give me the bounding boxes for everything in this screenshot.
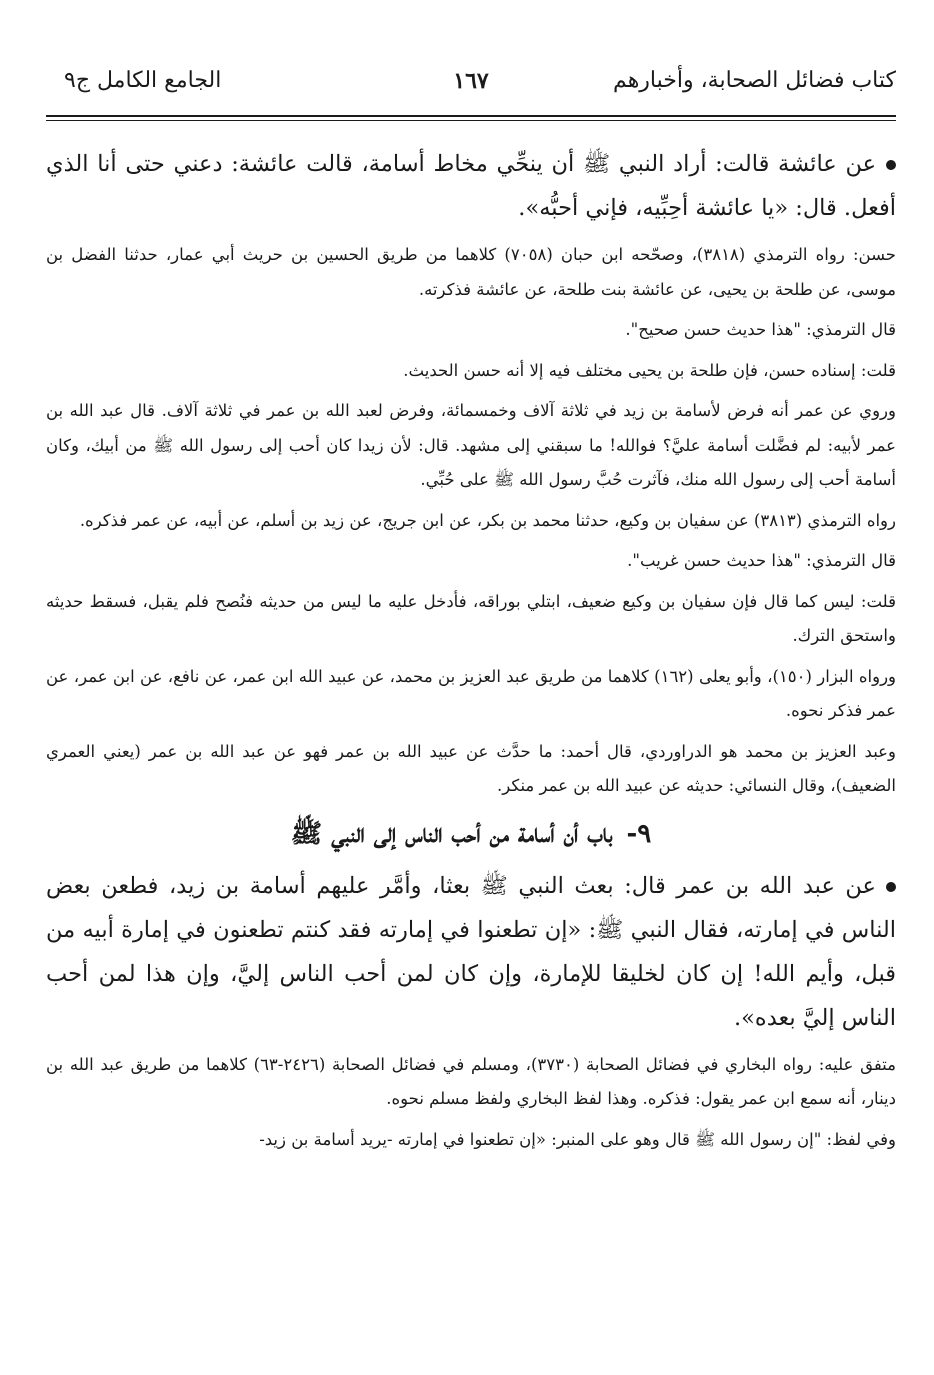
author-comment: قلت: إسناده حسن، فإن طلحة بن يحيى مختلف فيه إلا أنه حسن الحديث. bbox=[403, 360, 896, 380]
running-header bbox=[46, 68, 896, 108]
bullet-icon bbox=[886, 160, 896, 170]
chapter-number: ٩- bbox=[626, 818, 652, 849]
page-content bbox=[46, 142, 896, 1163]
tirmidhi-verdict: قال الترمذي: "هذا حديث حسن غريب". bbox=[627, 551, 896, 570]
variant-wording: وفي لفظ: "إن رسول الله ﷺ قال وهو على المنبر: «إن تطعنوا في إمارته -يريد أسامة بن زيد- bbox=[259, 1129, 896, 1149]
header-book-title: كتاب فضائل الصحابة، وأخبارهم bbox=[613, 68, 896, 93]
takhrij-paragraph: حسن: رواه الترمذي (٣٨١٨)، وصحّحه ابن حبان (٧٠٥٨) كلاهما من طريق الحسين بن حريث أبي عمار، حدثنا الفضل بن موسى، عن طلحة بن يحيى، عن عائشة بنت طلحة، عن عائشة فذكرته. bbox=[46, 245, 897, 299]
takhrij-paragraph: رواه الترمذي (٣٨١٣) عن سفيان بن وكيع، حدثنا محمد بن بكر، عن ابن جريج، عن زيد بن أسلم، عن أبيه، عن عمر فذكره. bbox=[79, 510, 896, 530]
takhrij-paragraph: متفق عليه: رواه البخاري في فضائل الصحابة (٣٧٣٠)، ومسلم في فضائل الصحابة (٢٤٢٦-٦٣) كلاهما من طريق عبد الله بن دينار، أنه سمع ابن عمر يقول: فذكره. وهذا لفظ البخاري ولفظ مسلم نحوه. bbox=[46, 1054, 897, 1108]
hadith-text bbox=[46, 142, 896, 230]
page-number: ١٦٧ bbox=[453, 68, 489, 94]
chapter-heading bbox=[46, 810, 896, 858]
hadith-body: عن عبد الله بن عمر قال: بعث النبي ﷺ بعثا، وأمَّر عليهم أسامة بن زيد، فطعن بعض الناس في إمارته، فقال النبي ﷺ: «إن تطعنوا في إمارته فقد كنتم تطعنون في إمارة أبيه من قبل، وأيم الله! إن كان لخليقا للإمارة، وإن كان لمن أحب الناس إليَّ، وإن هذا لمن أحب الناس إليَّ بعده». bbox=[46, 872, 896, 1031]
hadith-body: عن عائشة قالت: أراد النبي ﷺ أن ينحِّي مخاط أسامة، قالت عائشة: دعني حتى أنا الذي أفعل. قال: «يا عائشة أحِبِّيه، فإني أحبُّه». bbox=[46, 151, 896, 221]
chapter-title: باب أن أسامة من أحب الناس إلى النبي ﷺ bbox=[290, 818, 613, 849]
author-comment: قلت: ليس كما قال فإن سفيان بن وكيع ضعيف، ابتلي بوراقه، فأدخل عليه ما ليس من حديثه فنُصح فلم يقبل، فسقط حديثه واستحق الترك. bbox=[46, 591, 896, 645]
bullet-icon bbox=[886, 882, 896, 892]
header-volume: الجامع الكامل ج٩ bbox=[64, 68, 222, 93]
takhrij-paragraph: ورواه البزار (١٥٠)، وأبو يعلى (١٦٢) كلاهما من طريق عبد العزيز بن محمد، عن عبيد الله ابن عمر، عن نافع، عن ابن عمر، عن عمر فذكر نحوه. bbox=[46, 666, 897, 720]
header-rule-thin bbox=[46, 120, 896, 121]
narration-paragraph: وروي عن عمر أنه فرض لأسامة بن زيد في ثلاثة آلاف وخمسمائة، وفرض لعبد الله بن عمر في ثلاثة آلاف. قال عبد الله بن عمر لأبيه: لم فضَّلت أسامة عليَّ؟ فوالله! ما سبقني إلى مشهد. قال: لأن زيدا كان أحب إلى رسول الله ﷺ من أبيك، وكان أسامة أحب إلى رسول الله منك، فآثرت حُبَّ رسول الله ﷺ على حُبِّي. bbox=[46, 401, 896, 489]
narrator-note: وعبد العزيز بن محمد هو الدراوردي، قال أحمد: ما حدَّث عن عبيد الله بن عمر فهو عن عبد الله بن عمر (يعني العمري الضعيف)، وقال النسائي: حديثه عن عبيد الله بن عمر منكر. bbox=[46, 741, 896, 795]
book-page bbox=[46, 0, 896, 1375]
hadith-text bbox=[46, 864, 896, 1040]
header-rule-thick bbox=[46, 115, 896, 117]
tirmidhi-verdict: قال الترمذي: "هذا حديث حسن صحيح". bbox=[625, 320, 896, 339]
